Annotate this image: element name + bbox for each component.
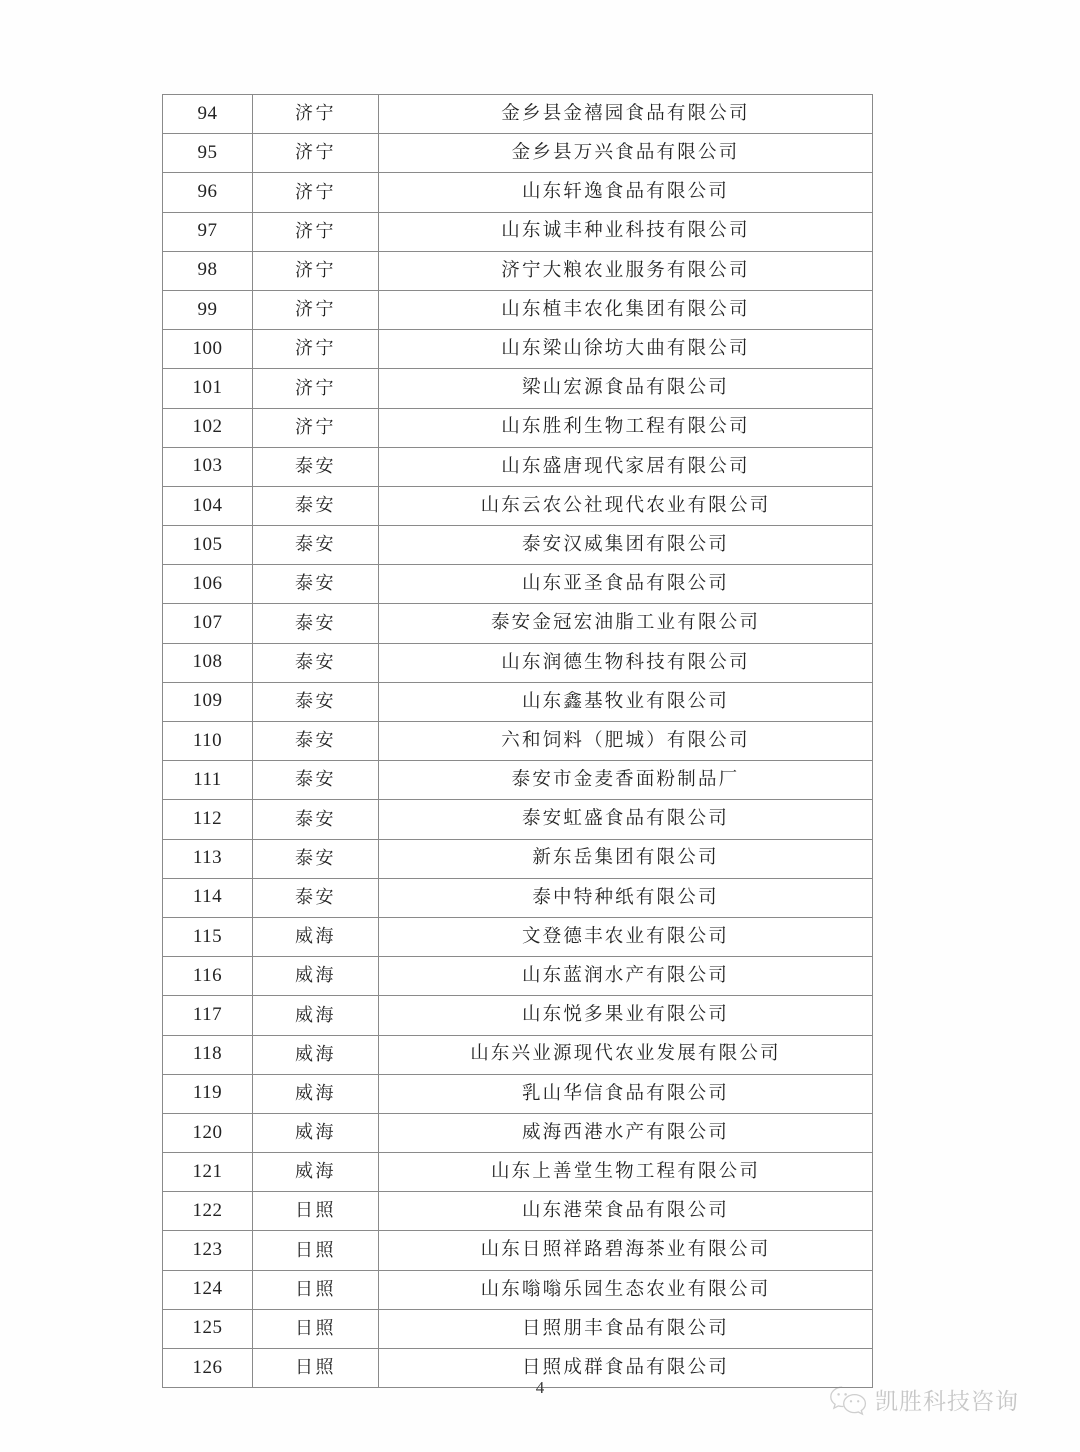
table-row: [163, 95, 873, 134]
cell-enterprise-name: 山东盛唐现代家居有限公司: [379, 447, 873, 486]
cell-serial-number: 125: [163, 1309, 253, 1348]
table-row: [163, 1192, 873, 1231]
table-row: [163, 212, 873, 251]
cell-serial-number: 96: [163, 173, 253, 212]
cell-city: 济宁: [253, 290, 379, 329]
cell-enterprise-name: 六和饲料（肥城）有限公司: [379, 722, 873, 761]
cell-enterprise-name: 泰安虹盛食品有限公司: [379, 800, 873, 839]
cell-serial-number: 111: [163, 761, 253, 800]
cell-serial-number: 105: [163, 526, 253, 565]
cell-enterprise-name: 泰安金冠宏油脂工业有限公司: [379, 604, 873, 643]
table-row: [163, 1270, 873, 1309]
watermark-label: 凯胜科技咨询: [875, 1388, 1019, 1414]
table-row: [163, 1074, 873, 1113]
cell-serial-number: 114: [163, 878, 253, 917]
cell-enterprise-name: 山东植丰农化集团有限公司: [379, 290, 873, 329]
cell-city: 济宁: [253, 408, 379, 447]
table-row: [163, 604, 873, 643]
cell-serial-number: 103: [163, 447, 253, 486]
table-row: [163, 1035, 873, 1074]
cell-city: 日照: [253, 1309, 379, 1348]
cell-serial-number: 126: [163, 1349, 253, 1388]
cell-city: 泰安: [253, 604, 379, 643]
table-row: [163, 1153, 873, 1192]
cell-serial-number: 113: [163, 839, 253, 878]
table-row: [163, 565, 873, 604]
cell-serial-number: 119: [163, 1074, 253, 1113]
cell-serial-number: 112: [163, 800, 253, 839]
cell-enterprise-name: 泰中特种纸有限公司: [379, 878, 873, 917]
cell-city: 威海: [253, 917, 379, 956]
cell-city: 济宁: [253, 95, 379, 134]
table-row: [163, 173, 873, 212]
cell-city: 日照: [253, 1270, 379, 1309]
cell-city: 济宁: [253, 134, 379, 173]
cell-enterprise-name: 梁山宏源食品有限公司: [379, 369, 873, 408]
cell-enterprise-name: 泰安市金麦香面粉制品厂: [379, 761, 873, 800]
cell-serial-number: 99: [163, 290, 253, 329]
table-row: [163, 251, 873, 290]
cell-enterprise-name: 山东鑫基牧业有限公司: [379, 682, 873, 721]
cell-city: 泰安: [253, 486, 379, 525]
cell-enterprise-name: 金乡县金禧园食品有限公司: [379, 95, 873, 134]
table-row: [163, 643, 873, 682]
cell-serial-number: 97: [163, 212, 253, 251]
cell-enterprise-name: 山东悦多果业有限公司: [379, 996, 873, 1035]
wechat-icon: [828, 1384, 868, 1416]
cell-serial-number: 120: [163, 1113, 253, 1152]
cell-city: 泰安: [253, 643, 379, 682]
table-row: [163, 330, 873, 369]
cell-city: 泰安: [253, 682, 379, 721]
cell-serial-number: 122: [163, 1192, 253, 1231]
cell-enterprise-name: 山东嗡嗡乐园生态农业有限公司: [379, 1270, 873, 1309]
cell-enterprise-name: 泰安汉威集团有限公司: [379, 526, 873, 565]
watermark: [828, 1383, 1019, 1416]
cell-enterprise-name: 山东云农公社现代农业有限公司: [379, 486, 873, 525]
cell-enterprise-name: 山东润德生物科技有限公司: [379, 643, 873, 682]
cell-enterprise-name: 日照成群食品有限公司: [379, 1349, 873, 1388]
table-row: [163, 290, 873, 329]
cell-city: 泰安: [253, 800, 379, 839]
cell-city: 济宁: [253, 173, 379, 212]
cell-enterprise-name: 山东诚丰种业科技有限公司: [379, 212, 873, 251]
cell-enterprise-name: 山东兴业源现代农业发展有限公司: [379, 1035, 873, 1074]
cell-city: 威海: [253, 1074, 379, 1113]
cell-enterprise-name: 山东亚圣食品有限公司: [379, 565, 873, 604]
cell-enterprise-name: 山东轩逸食品有限公司: [379, 173, 873, 212]
cell-city: 威海: [253, 1153, 379, 1192]
table-row: [163, 369, 873, 408]
cell-serial-number: 94: [163, 95, 253, 134]
cell-serial-number: 116: [163, 957, 253, 996]
cell-city: 威海: [253, 957, 379, 996]
cell-enterprise-name: 金乡县万兴食品有限公司: [379, 134, 873, 173]
cell-serial-number: 110: [163, 722, 253, 761]
cell-city: 济宁: [253, 212, 379, 251]
table-row: [163, 134, 873, 173]
cell-city: 日照: [253, 1192, 379, 1231]
table-row: [163, 486, 873, 525]
cell-city: 泰安: [253, 526, 379, 565]
cell-enterprise-name: 山东港荣食品有限公司: [379, 1192, 873, 1231]
cell-enterprise-name: 威海西港水产有限公司: [379, 1113, 873, 1152]
cell-city: 威海: [253, 996, 379, 1035]
cell-serial-number: 107: [163, 604, 253, 643]
cell-serial-number: 104: [163, 486, 253, 525]
cell-serial-number: 106: [163, 565, 253, 604]
table-row: [163, 408, 873, 447]
cell-enterprise-name: 山东梁山徐坊大曲有限公司: [379, 330, 873, 369]
enterprise-listing-table-wrapper: [162, 94, 872, 1388]
table-row: [163, 1231, 873, 1270]
cell-enterprise-name: 山东日照祥路碧海茶业有限公司: [379, 1231, 873, 1270]
cell-serial-number: 101: [163, 369, 253, 408]
table-row: [163, 526, 873, 565]
cell-serial-number: 117: [163, 996, 253, 1035]
cell-city: 威海: [253, 1113, 379, 1152]
table-row: [163, 800, 873, 839]
table-row: [163, 957, 873, 996]
cell-enterprise-name: 乳山华信食品有限公司: [379, 1074, 873, 1113]
table-row: [163, 1113, 873, 1152]
cell-serial-number: 123: [163, 1231, 253, 1270]
cell-city: 泰安: [253, 722, 379, 761]
cell-city: 威海: [253, 1035, 379, 1074]
cell-serial-number: 115: [163, 917, 253, 956]
cell-enterprise-name: 山东上善堂生物工程有限公司: [379, 1153, 873, 1192]
cell-city: 泰安: [253, 878, 379, 917]
table-body: [163, 95, 873, 1388]
cell-serial-number: 118: [163, 1035, 253, 1074]
cell-city: 济宁: [253, 369, 379, 408]
cell-city: 泰安: [253, 761, 379, 800]
enterprise-listing-table: [162, 94, 873, 1388]
cell-enterprise-name: 日照朋丰食品有限公司: [379, 1309, 873, 1348]
cell-enterprise-name: 文登德丰农业有限公司: [379, 917, 873, 956]
cell-serial-number: 100: [163, 330, 253, 369]
cell-enterprise-name: 山东蓝润水产有限公司: [379, 957, 873, 996]
page-number: 4: [535, 1378, 545, 1397]
cell-city: 日照: [253, 1231, 379, 1270]
cell-city: 泰安: [253, 447, 379, 486]
cell-serial-number: 95: [163, 134, 253, 173]
cell-serial-number: 98: [163, 251, 253, 290]
cell-enterprise-name: 济宁大粮农业服务有限公司: [379, 251, 873, 290]
table-row: [163, 447, 873, 486]
table-row: [163, 839, 873, 878]
cell-serial-number: 109: [163, 682, 253, 721]
cell-enterprise-name: 山东胜利生物工程有限公司: [379, 408, 873, 447]
cell-city: 日照: [253, 1349, 379, 1388]
cell-enterprise-name: 新东岳集团有限公司: [379, 839, 873, 878]
cell-city: 泰安: [253, 839, 379, 878]
table-row: [163, 1309, 873, 1348]
cell-city: 泰安: [253, 565, 379, 604]
cell-serial-number: 121: [163, 1153, 253, 1192]
cell-city: 济宁: [253, 251, 379, 290]
table-row: [163, 761, 873, 800]
table-row: [163, 682, 873, 721]
table-row: [163, 878, 873, 917]
cell-serial-number: 108: [163, 643, 253, 682]
cell-city: 济宁: [253, 330, 379, 369]
cell-serial-number: 124: [163, 1270, 253, 1309]
table-row: [163, 722, 873, 761]
table-row: [163, 917, 873, 956]
cell-serial-number: 102: [163, 408, 253, 447]
table-row: [163, 996, 873, 1035]
